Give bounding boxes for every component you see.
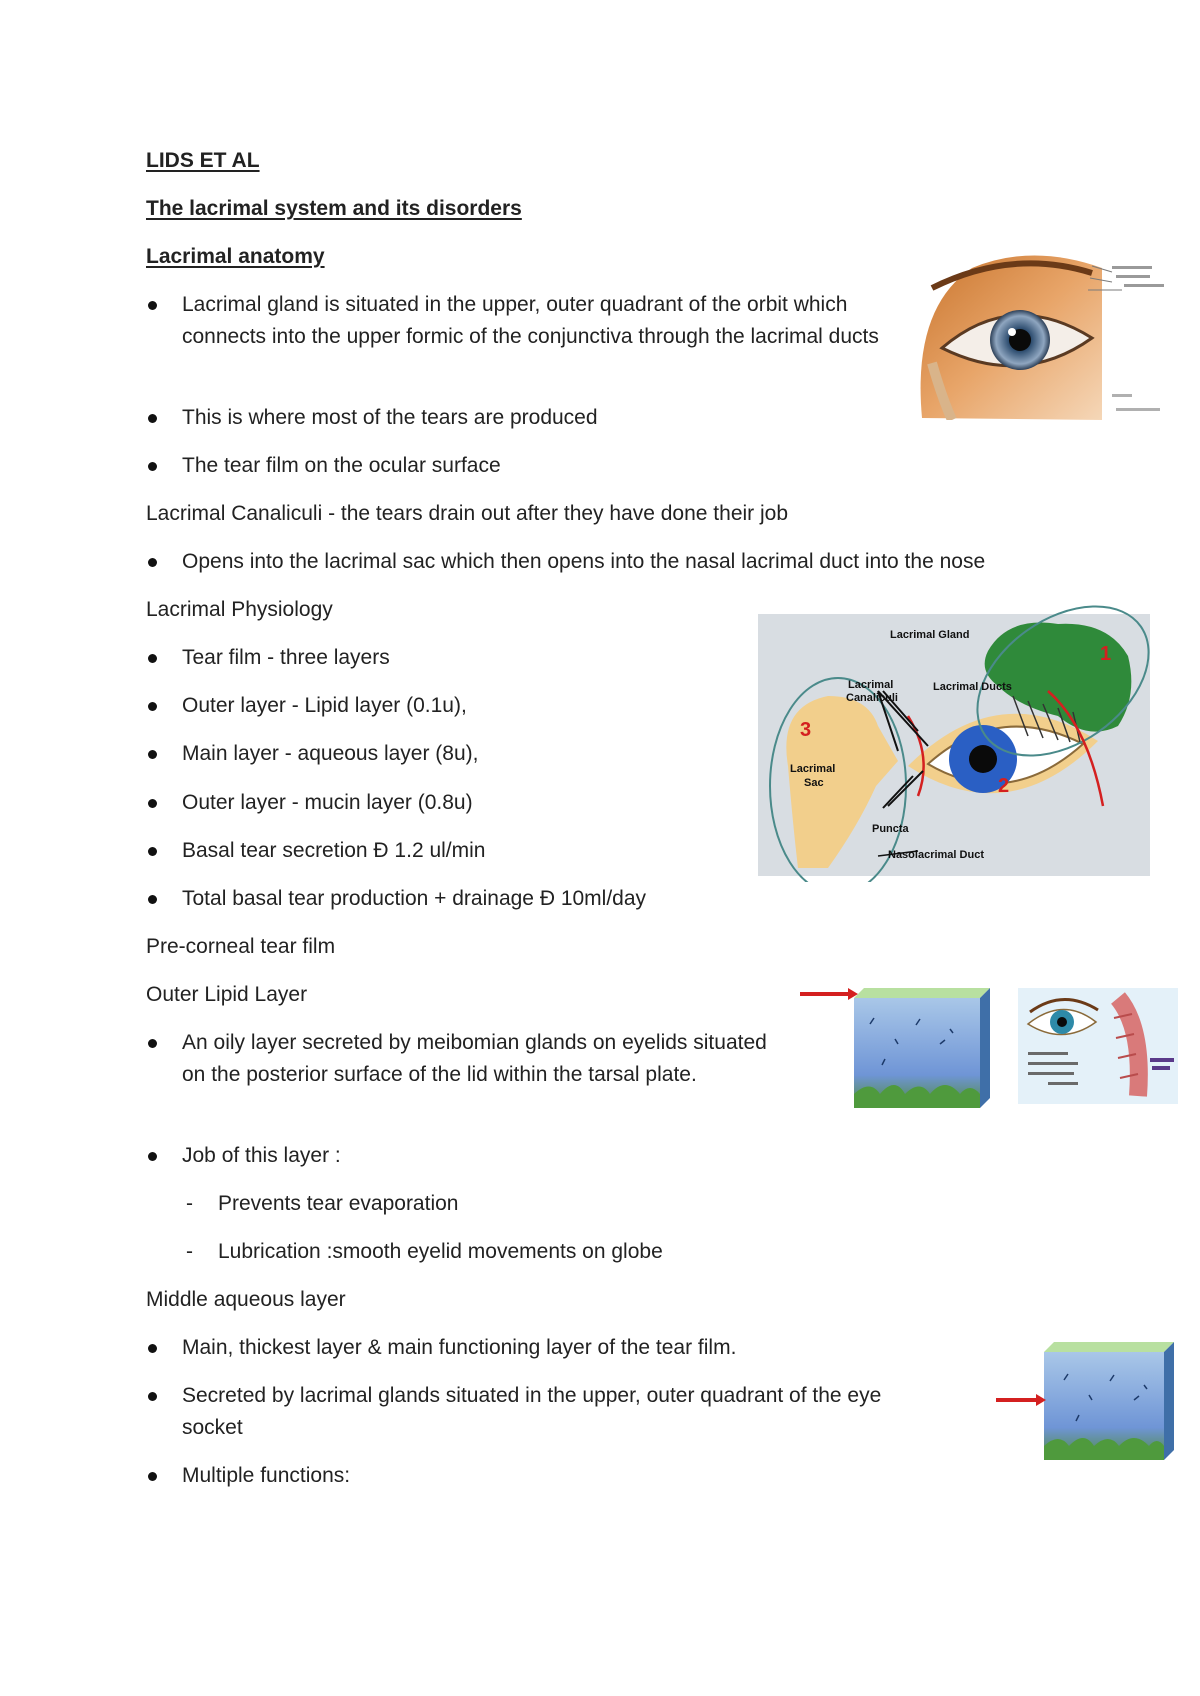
tiny-label-line bbox=[1152, 1066, 1170, 1070]
label-nasolacrimal-duct: Nasolacrimal Duct bbox=[888, 849, 984, 861]
bullet-dot bbox=[148, 462, 157, 471]
label-lacrimal-ducts: Lacrimal Ducts bbox=[933, 681, 1012, 693]
bullet-text: Tear film - three layers bbox=[182, 646, 390, 669]
label-canaliculi-2: Canaliculi bbox=[846, 692, 898, 704]
canaliculi-line: Lacrimal Canaliculi - the tears drain out after they have done their job bbox=[146, 502, 789, 525]
bullet-text: Secreted by lacrimal glands situated in the upper, outer quadrant of the eye socket bbox=[182, 1384, 882, 1439]
bullet-text: Total basal tear production + drainage Ð 10ml/day bbox=[182, 887, 647, 910]
label-num-1: 1 bbox=[1100, 643, 1112, 665]
eye-photo-figure bbox=[912, 248, 1174, 420]
bullet-dot bbox=[148, 1392, 157, 1401]
dash-text: Lubrication :smooth eyelid movements on globe bbox=[218, 1240, 663, 1263]
anatomy-title: Lacrimal anatomy bbox=[146, 245, 325, 268]
precorneal-title: Pre-corneal tear film bbox=[146, 935, 336, 958]
pupil bbox=[969, 745, 997, 773]
doc-title: LIDS ET AL bbox=[146, 149, 260, 172]
block-top bbox=[1044, 1342, 1174, 1352]
bullet-text: Outer layer - mucin layer (0.8u) bbox=[182, 791, 473, 814]
label-sac-1: Lacrimal bbox=[790, 763, 836, 775]
bullet-text: The tear film on the ocular surface bbox=[182, 454, 501, 477]
bullet-text: Job of this layer : bbox=[182, 1144, 341, 1167]
bullet-dot bbox=[148, 1152, 157, 1161]
tiny-label-line bbox=[1112, 266, 1152, 269]
bullet-text: Outer layer - Lipid layer (0.1u), bbox=[182, 694, 467, 717]
dash-text: Prevents tear evaporation bbox=[218, 1192, 459, 1215]
tiny-label-line bbox=[1150, 1058, 1174, 1062]
dash-mark: - bbox=[186, 1192, 193, 1215]
bullet-text: Basal tear secretion Ð 1.2 ul/min bbox=[182, 839, 486, 862]
bullet-dot bbox=[148, 1039, 157, 1048]
eye-highlight bbox=[1008, 328, 1016, 336]
label-puncta: Puncta bbox=[872, 823, 909, 835]
lipid-layer-block-figure bbox=[800, 984, 1000, 1116]
label-canaliculi-1: Lacrimal bbox=[848, 679, 894, 691]
bullet-text: Multiple functions: bbox=[182, 1464, 351, 1487]
bullet-text: An oily layer secreted by meibomian glands on eyelids situated on the posterior surface of the lid within the tarsal plate. bbox=[182, 1031, 767, 1086]
bullet-text: This is where most of the tears are produced bbox=[182, 406, 598, 429]
bullet-dot bbox=[148, 750, 157, 759]
tiny-label-line bbox=[1048, 1082, 1078, 1085]
bullet-text: Lacrimal gland is situated in the upper, outer quadrant of the orbit which connects into the upper formic of the conjunctiva through the lacrimal ducts bbox=[182, 293, 879, 348]
block-side bbox=[980, 988, 990, 1108]
bullet-text: Opens into the lacrimal sac which then opens into the nasal lacrimal duct into the nose bbox=[182, 550, 986, 573]
bullet-dot bbox=[148, 1344, 157, 1353]
bullet-dot bbox=[148, 1472, 157, 1481]
label-sac-2: Sac bbox=[804, 777, 824, 789]
dash-mark: - bbox=[186, 1240, 193, 1263]
meibomian-gland-figure bbox=[1018, 988, 1178, 1104]
bullet-dot bbox=[148, 654, 157, 663]
bullet-dot bbox=[148, 414, 157, 423]
bullet-text: Main layer - aqueous layer (8u), bbox=[182, 742, 479, 765]
tiny-label-line bbox=[1124, 284, 1164, 287]
tiny-label-line bbox=[1028, 1052, 1068, 1055]
label-lacrimal-gland: Lacrimal Gland bbox=[890, 629, 970, 641]
pupil bbox=[1057, 1017, 1067, 1027]
bullet-dot bbox=[148, 799, 157, 808]
bullet-dot bbox=[148, 847, 157, 856]
bullet-dot bbox=[148, 558, 157, 567]
aqueous-layer-block-figure bbox=[994, 1340, 1184, 1466]
section-title: The lacrimal system and its disorders bbox=[146, 197, 522, 220]
tiny-label-line bbox=[1028, 1062, 1078, 1065]
bullet-dot bbox=[148, 301, 157, 310]
tiny-label-line bbox=[1112, 394, 1132, 397]
tiny-label-line bbox=[1116, 275, 1150, 278]
tiny-label-line bbox=[1116, 408, 1160, 411]
bullet-dot bbox=[148, 702, 157, 711]
block-top bbox=[854, 988, 990, 998]
bullet-text: Main, thickest layer & main functioning layer of the tear film. bbox=[182, 1336, 737, 1359]
lacrimal-system-diagram bbox=[758, 596, 1178, 882]
bullet-dot bbox=[148, 895, 157, 904]
aqueous-title: Middle aqueous layer bbox=[146, 1288, 346, 1311]
tiny-label-line bbox=[1028, 1072, 1074, 1075]
label-num-3: 3 bbox=[800, 719, 812, 741]
lipid-title: Outer Lipid Layer bbox=[146, 983, 308, 1006]
label-num-2: 2 bbox=[998, 775, 1010, 797]
physiology-title: Lacrimal Physiology bbox=[146, 598, 333, 621]
block-side bbox=[1164, 1342, 1174, 1460]
